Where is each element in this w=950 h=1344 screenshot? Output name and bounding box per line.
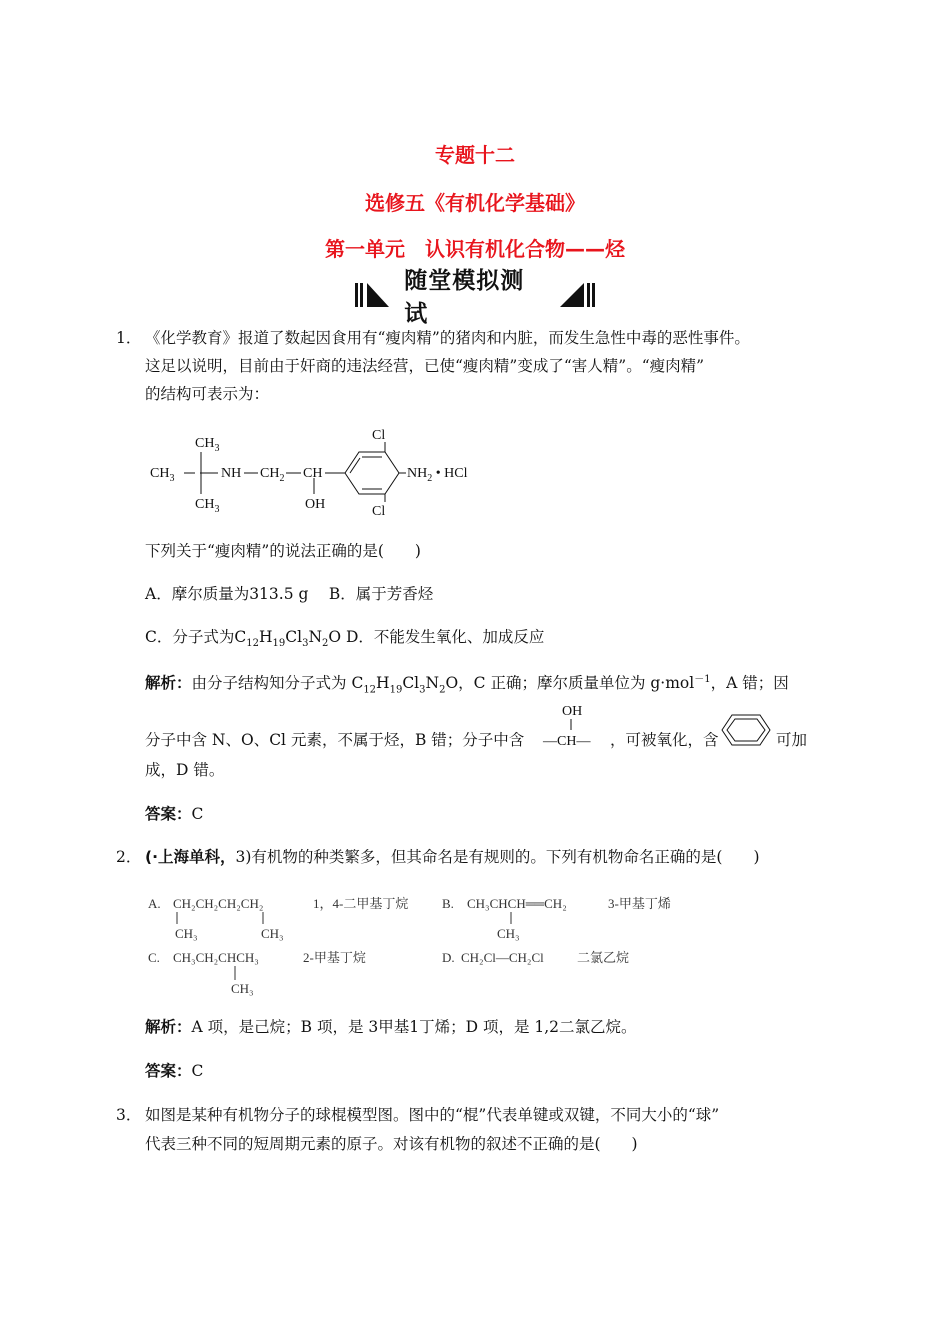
q1-analysis-line2b: ，可被氧化，含 (610, 731, 719, 749)
svg-text:Cl: Cl (372, 428, 386, 443)
chem-ch3-top: $CH_3$ (195, 436, 220, 454)
q2-analysis: 解析：A 项，是己烷；B 项，是 3甲基1丁烯；D 项，是 1,2二氯乙烷。 (145, 1018, 637, 1036)
svg-text:C.: C. (148, 950, 160, 965)
q1-analysis-line3: 成，D 错。 (145, 761, 225, 779)
q1-text-line2: 这足以说明，目前由于奸商的违法经营，已使“瘦肉精”变成了“害人精”。“瘦肉精” (145, 357, 705, 375)
svg-text:二氯乙烷: 二氯乙烷 (577, 950, 630, 965)
svg-text:Cl: Cl (372, 504, 386, 519)
q1-analysis-line2c: 可加 (776, 731, 808, 749)
q2-answer: 答案：C (145, 1062, 204, 1080)
svg-text:1，4-二甲基丁烷: 1，4-二甲基丁烷 (313, 896, 409, 911)
q1-option-a-b: A．摩尔质量为313.5 g B．属于芳香烃 (145, 585, 434, 603)
svg-text:CH₂CH₂CH₂CH₂: CH₂CH₂CH₂CH₂ (173, 896, 264, 911)
unit-title: 第一单元 认识有机化合物——烃 (325, 237, 625, 261)
svg-text:NH: NH (221, 466, 242, 481)
q3-text-line2: 代表三种不同的短周期元素的原子。对该有机物的叙述不正确的是( ) (145, 1135, 638, 1153)
svg-text:CH2: $CH_2$ (260, 466, 285, 484)
q1-option-c-d: C．分子式为$C_{12}H_{19}Cl_3N_2O$ D．不能发生氧化、加成反应 (145, 628, 545, 650)
svg-text:CH3: $CH_3$ (150, 466, 175, 484)
svg-text:NH2 • HCl: $NH_2$ • HCl (407, 466, 468, 484)
svg-text:CH₃: CH₃ (261, 926, 284, 941)
svg-text:CH3: $CH_3$ (195, 497, 220, 515)
q1-analysis-line1: 解析：由分子结构知分子式为 $C_{12}H_{19}Cl_3N_2O$，C 正确；摩尔质量单位为 g·mol$^{-1}$，A 错；因 (145, 674, 789, 696)
q1-analysis-line2: 分子中含 N、O、Cl 元素，不属于烃，B 错；分子中含 (145, 731, 525, 749)
svg-text:D.: D. (442, 950, 455, 965)
q1-text-line1: 《化学教育》报道了数起因食用有“瘦肉精”的猪肉和内脏，而发生急性中毒的恶性事件。 (145, 329, 750, 347)
svg-text:OH: OH (562, 704, 583, 719)
svg-text:B.: B. (442, 896, 454, 911)
q2-text: (·上海单科，3)有机物的种类繁多，但其命名是有规则的。下列有机物命名正确的是( ) (145, 848, 760, 866)
svg-text:OH: OH (305, 497, 326, 512)
q1-answer: 答案：C (145, 805, 204, 823)
svg-text:CH₃: CH₃ (175, 926, 198, 941)
q2-number: 2． (116, 848, 142, 866)
q3-text-line1: 如图是某种有机物分子的球棍模型图。图中的“棍”代表单键或双键，不同大小的“球” (145, 1106, 720, 1124)
section-banner (355, 268, 595, 327)
page-subtitle: 选修五《有机化学基础》 (365, 191, 585, 215)
svg-text:—CH—: —CH— (543, 734, 591, 749)
banner-text: 随堂模拟测试 (404, 268, 525, 327)
svg-text:2-甲基丁烷: 2-甲基丁烷 (303, 950, 366, 965)
svg-text:CH₂Cl—CH₂Cl: CH₂Cl—CH₂Cl (461, 950, 544, 965)
q2-options-structures (145, 888, 705, 1000)
svg-text:CH₃CHCH══CH₂: CH₃CHCH══CH₂ (467, 896, 567, 911)
banner-right-icon (556, 281, 595, 309)
hydroxyl-ch-fragment (540, 700, 610, 750)
svg-text:A.: A. (148, 896, 161, 911)
q3-number: 3． (116, 1106, 142, 1124)
svg-text:CH₃CH₂CHCH₃: CH₃CH₂CHCH₃ (173, 950, 259, 965)
benzene-ring-icon (718, 712, 774, 748)
clenbuterol-structure (145, 418, 505, 528)
svg-text:CH₃: CH₃ (231, 981, 254, 996)
q1-number: 1． (116, 329, 142, 347)
q1-question: 下列关于“瘦肉精”的说法正确的是( ) (145, 542, 421, 560)
svg-text:CH: CH (303, 466, 323, 481)
svg-text:CH₃: CH₃ (497, 926, 520, 941)
banner-left-icon (355, 281, 394, 309)
q1-text-line3: 的结构可表示为： (145, 385, 270, 403)
page-title: 专题十二 (435, 143, 515, 167)
svg-text:3-甲基丁烯: 3-甲基丁烯 (608, 896, 671, 911)
